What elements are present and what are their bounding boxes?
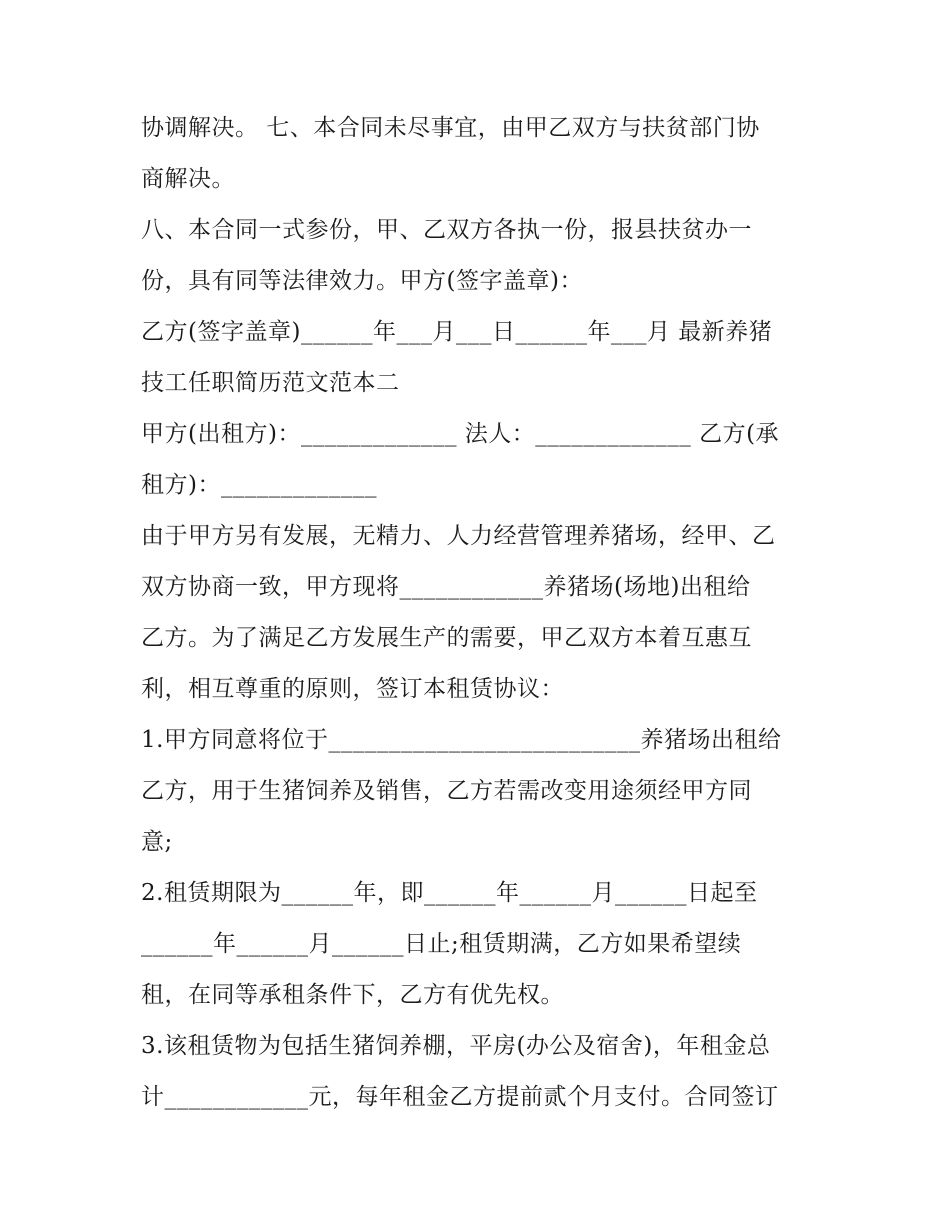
text-line: 乙方(签字盖章)______年___月___日______年___月 最新养猪 <box>141 319 773 345</box>
text-line: 计____________元，每年租金乙方提前贰个月支付。合同签订 <box>141 1084 779 1110</box>
text-line: 技工任职简历范文范本二 <box>141 370 400 396</box>
text-line: 协调解决。 七、本合同未尽事宜，由甲乙双方与扶贫部门协 <box>141 115 760 141</box>
text-line: 由于甲方另有发展，无精力、人力经营管理养猪场，经甲、乙 <box>141 523 776 549</box>
document-body <box>141 103 821 1123</box>
text-line: 商解决。 <box>141 166 235 192</box>
text-line: 3.该租赁物为包括生猪饲养棚，平房(办公及宿舍)，年租金总 <box>141 1033 771 1059</box>
text-line: 八、本合同一式参份，甲、乙双方各执一份，报县扶贫办一 <box>141 217 752 243</box>
text-line: 2.租赁期限为______年，即______年______月______日起至 <box>141 880 758 906</box>
text-line: 1.甲方同意将位于__________________________养猪场出租给 <box>141 727 782 753</box>
text-line: 乙方。为了满足乙方发展生产的需要，甲乙双方本着互惠互 <box>141 625 752 651</box>
text-line: 租方)：_____________ <box>141 472 377 498</box>
text-line: 乙方，用于生猪饲养及销售，乙方若需改变用途须经甲方同 <box>141 778 752 804</box>
text-line: ______年______月______日止;租赁期满，乙方如果希望续 <box>141 931 742 957</box>
text-line: 租，在同等承租条件下，乙方有优先权。 <box>141 982 564 1008</box>
text-line: 甲方(出租方)：_____________ 法人：_____________ 乙方(承 <box>141 421 780 447</box>
text-line: 双方协商一致，甲方现将____________养猪场(场地)出租给 <box>141 574 751 600</box>
text-line: 意; <box>141 829 173 855</box>
text-line: 利，相互尊重的原则，签订本租赁协议： <box>141 676 564 702</box>
text-line: 份，具有同等法律效力。甲方(签字盖章)： <box>141 268 583 294</box>
